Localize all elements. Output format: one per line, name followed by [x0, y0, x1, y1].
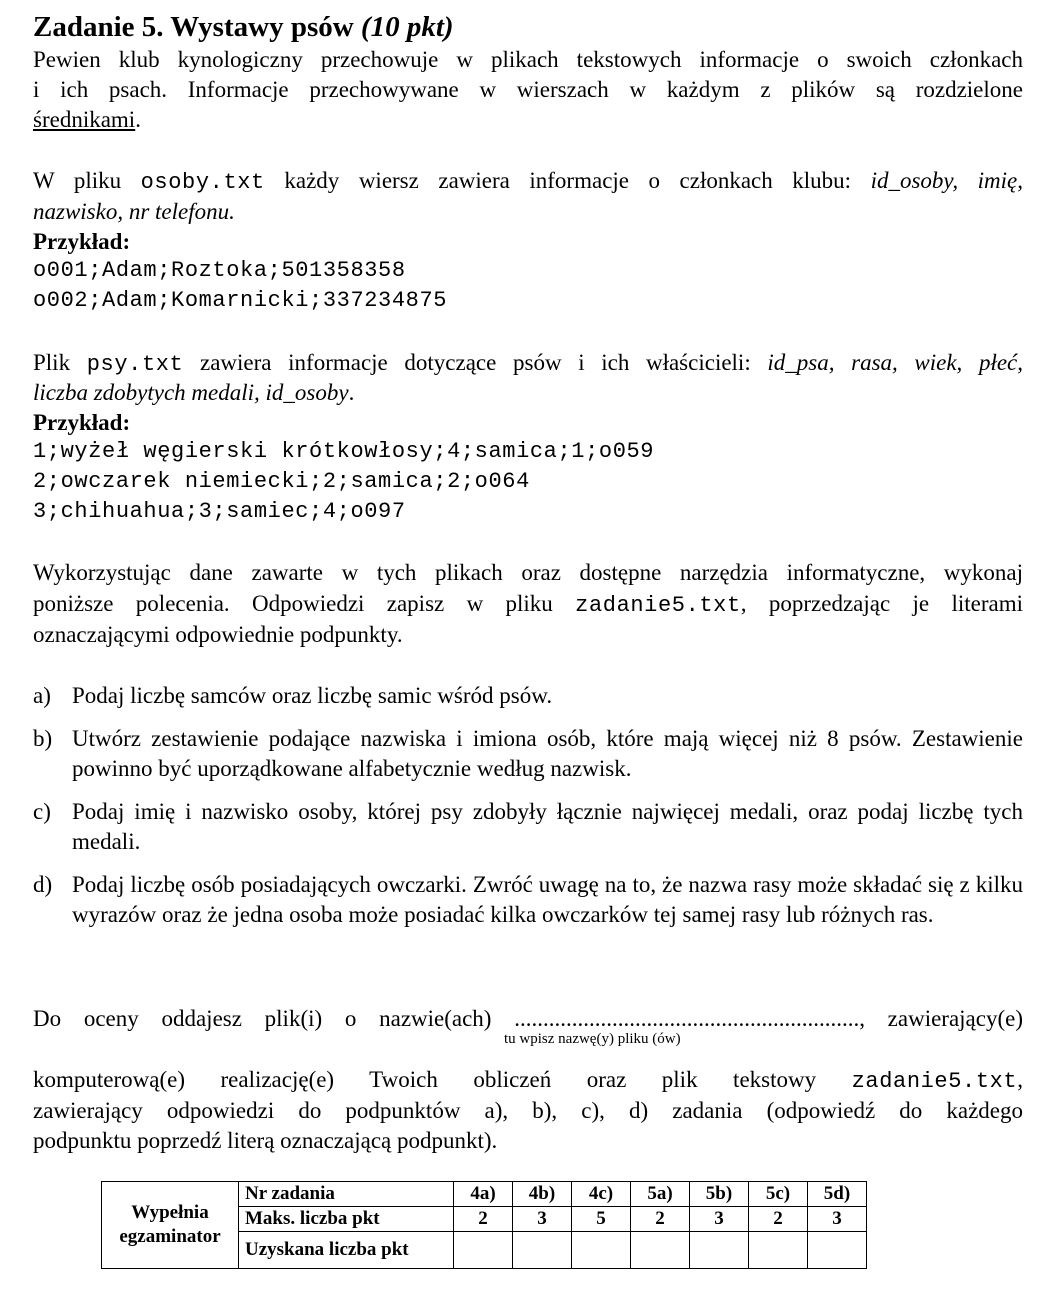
row-header-obtained: Uzyskana liczba pkt: [239, 1232, 454, 1269]
max-points-cell: 2: [749, 1207, 808, 1232]
task-label: b): [33, 726, 53, 751]
submission-line-4: podpunktu poprzedź literą oznaczającą podpunkt).: [33, 1128, 498, 1153]
task-number-cell: 5c): [749, 1182, 808, 1207]
task-number-cell: 5d): [808, 1182, 867, 1207]
task-number-cell: 5a): [631, 1182, 690, 1207]
psy-example-2: 2;owczarek niemiecki;2;samica;2;o064: [33, 469, 530, 494]
task-number-cell: 4a): [454, 1182, 513, 1207]
osoby-example-1: o001;Adam;Roztoka;501358358: [33, 258, 406, 283]
filename-blank[interactable]: ............................................................: [514, 1006, 860, 1031]
obtained-points-cell[interactable]: [454, 1232, 513, 1269]
max-points-cell: 2: [631, 1207, 690, 1232]
task-item-d: [33, 870, 1023, 930]
instructions-line-1: Wykorzystując dane zawarte w tych plikach oraz dostępne narzędzia informatyczne, wykonaj: [33, 560, 1023, 585]
intro-line-3: średnikami.: [33, 107, 141, 132]
filename-hint: tu wpisz nazwę(y) pliku (ów): [504, 1031, 681, 1047]
psy-example-label: Przykład:: [33, 410, 131, 435]
semicolons-term: średnikami: [33, 107, 136, 132]
osoby-desc-line-1: W pliku osoby.txt każdy wiersz zawiera informacje o członkach klubu: id_osoby, imię,: [33, 168, 1023, 195]
max-points-cell: 5: [572, 1207, 631, 1232]
examiner-label: Wypełnia egzaminator: [102, 1182, 239, 1269]
intro-line-1: Pewien klub kynologiczny przechowuje w plikach tekstowych informacje o swoich członkach: [33, 47, 1023, 72]
osoby-example-label: Przykład:: [33, 229, 131, 254]
osoby-example-2: o002;Adam;Komarnicki;337234875: [33, 288, 448, 313]
submission-line-1: Do oceny oddajesz plik(i) o nazwie(ach) ............................................................, zawierający(e): [33, 1006, 1024, 1031]
task-number-cell: 4b): [513, 1182, 572, 1207]
task-item-a: [33, 681, 1023, 711]
task-number-cell: 4c): [572, 1182, 631, 1207]
grading-table: [101, 1181, 867, 1269]
submission-line-3: zawierający odpowiedzi do podpunktów a), b), c), d) zadania (odpowiedź do każdego: [33, 1098, 1023, 1123]
max-points-cell: 3: [808, 1207, 867, 1232]
task-points: (10 pkt): [360, 11, 454, 43]
task-label: c): [33, 799, 51, 824]
psy-example-3: 3;chihuahua;3;samiec;4;o097: [33, 499, 406, 524]
max-points-cell: 3: [513, 1207, 572, 1232]
psy-filename: psy.txt: [86, 352, 184, 377]
row-header-task: Nr zadania: [239, 1182, 454, 1207]
psy-example-1: 1;wyżeł węgierski krótkowłosy;4;samica;1;o059: [33, 439, 655, 464]
instructions-line-3: oznaczającymi odpowiednie podpunkty.: [33, 622, 403, 647]
psy-desc-line-1: Plik psy.txt zawiera informacje dotyczące psów i ich właścicieli: id_psa, rasa, wiek, płeć,: [33, 350, 1024, 377]
task-heading: [33, 10, 454, 44]
max-points-cell: 2: [454, 1207, 513, 1232]
obtained-points-cell[interactable]: [749, 1232, 808, 1269]
max-points-cell: 3: [690, 1207, 749, 1232]
instructions-line-2: poniższe polecenia. Odpowiedzi zapisz w pliku zadanie5.txt, poprzedzając je literami: [33, 591, 1023, 618]
row-header-max: Maks. liczba pkt: [239, 1207, 454, 1232]
task-number-cell: 5b): [690, 1182, 749, 1207]
task-label: d): [33, 872, 53, 897]
task-label: a): [33, 683, 51, 708]
task-text: Podaj imię i nazwisko osoby, której psy zdobyły łącznie najwięcej medali, oraz podaj liczbę tych medali.: [72, 799, 1023, 854]
submission-line-2: komputerową(e) realizację(e) Twoich obliczeń oraz plik tekstowy zadanie5.txt,: [33, 1067, 1023, 1094]
obtained-points-cell[interactable]: [572, 1232, 631, 1269]
obtained-points-cell[interactable]: [513, 1232, 572, 1269]
psy-desc-line-2: liczba zdobytych medali, id_osoby.: [33, 380, 355, 405]
task-item-b: [33, 724, 1023, 784]
obtained-points-cell[interactable]: [690, 1232, 749, 1269]
obtained-points-cell[interactable]: [631, 1232, 690, 1269]
intro-line-2: i ich psach. Informacje przechowywane w wierszach w każdym z plików są rozdzielone: [33, 77, 1023, 102]
task-item-c: [33, 797, 1023, 857]
task-text: Podaj liczbę osób posiadających owczarki. Zwróć uwagę na to, że nazwa rasy może składać się z kilku wyrazów oraz że jedna osoba może posiadać kilka owczarków tej samej rasy lub różnych ras.: [72, 872, 1023, 927]
osoby-filename: osoby.txt: [140, 170, 265, 195]
answer-filename: zadanie5.txt: [575, 593, 741, 618]
task-title: Zadanie 5. Wystawy psów: [33, 11, 354, 43]
obtained-points-cell[interactable]: [808, 1232, 867, 1269]
task-text: Podaj liczbę samców oraz liczbę samic wśród psów.: [72, 683, 553, 708]
osoby-desc-line-2: nazwisko, nr telefonu.: [33, 199, 235, 224]
task-text: Utwórz zestawienie podające nazwiska i imiona osób, które mają więcej niż 8 psów. Zestawienie powinno być uporządkowane alfabetycznie według nazwisk.: [72, 726, 1023, 781]
answer-filename-2: zadanie5.txt: [851, 1069, 1018, 1094]
